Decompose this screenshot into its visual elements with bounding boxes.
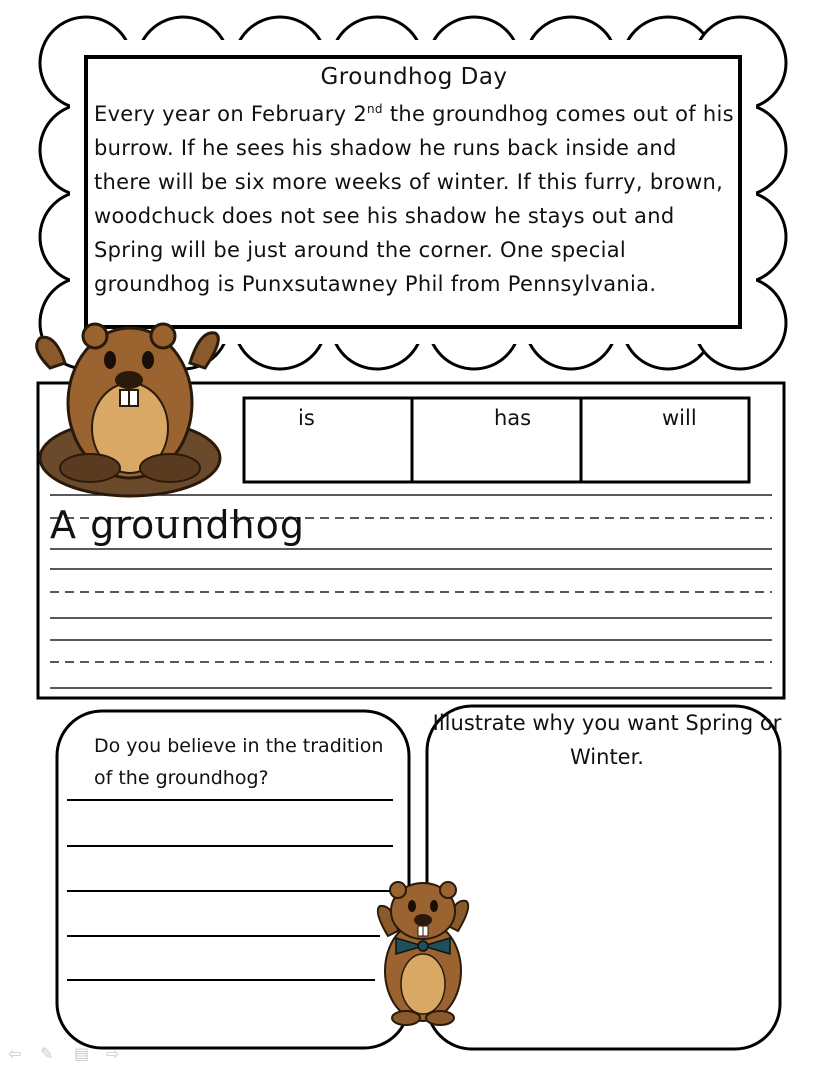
passage-text-start: Every year on February 2	[94, 102, 368, 126]
word-bank-will: will	[662, 406, 697, 430]
sentence-starter: A groundhog	[50, 503, 305, 547]
passage-text-rest: the groundhog comes out of his burrow. If he sees his shadow he runs back inside and there will be six more weeks of winter. If this furry, brown, woodchuck does not see his shadow he stays out and Spring will be just around the corner. One special groundhog is Punxsutawney Phil from Pennsylvania.	[94, 102, 734, 296]
word-bank-has: has	[494, 406, 532, 430]
back-arrow-icon[interactable]: ⇦	[8, 1044, 22, 1063]
passage-superscript: nd	[367, 102, 383, 116]
passage-title: Groundhog Day	[320, 64, 508, 90]
groundhog-waving-illustration	[20, 308, 240, 498]
forward-arrow-icon[interactable]: ⇨	[106, 1044, 120, 1063]
comment-icon[interactable]: ▤	[74, 1044, 90, 1063]
word-bank-is: is	[298, 406, 315, 430]
reading-passage	[94, 64, 734, 301]
passage-paragraph	[94, 92, 734, 301]
groundhog-bowtie-illustration	[368, 876, 480, 1026]
question-prompt: Do you believe in the tradition of the groundhog?	[94, 735, 384, 789]
pencil-icon[interactable]: ✎	[40, 1044, 54, 1063]
illustrate-prompt: Illustrate why you want Spring or Winter.	[432, 711, 782, 769]
